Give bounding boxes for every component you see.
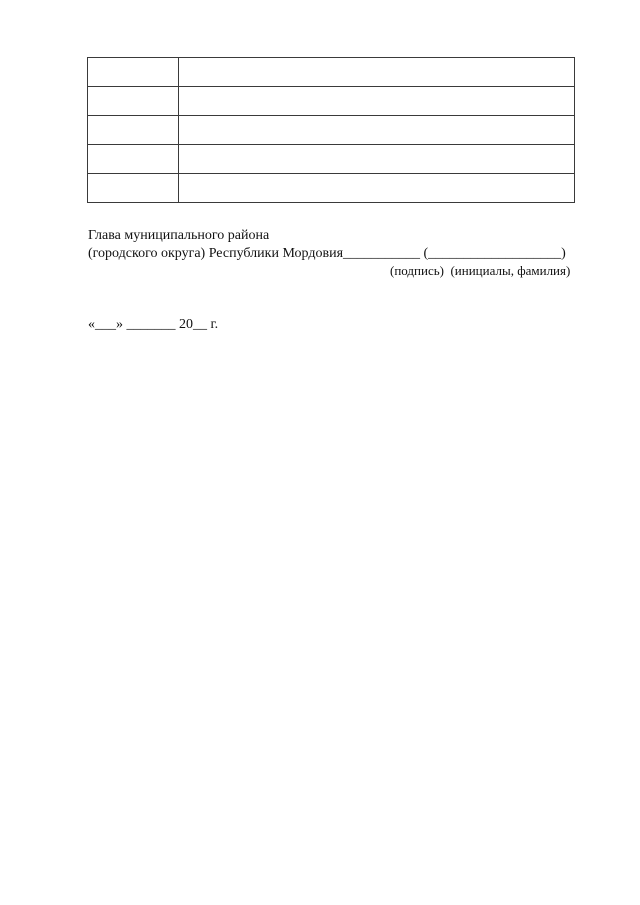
date-line: «___» _______ 20__ г. (88, 317, 219, 332)
table-row (88, 145, 575, 174)
table-cell (179, 174, 575, 203)
table-row (88, 174, 575, 203)
table-row (88, 116, 575, 145)
table-cell (179, 58, 575, 87)
table-cell (88, 58, 179, 87)
table-row (88, 87, 575, 116)
signature-caption-line: (подпись) (инициалы, фамилия) (390, 263, 571, 278)
blank-form-table (87, 57, 575, 203)
table-cell (88, 116, 179, 145)
signature-position-line: (городского округа) Республики Мордовия___________ (___________________) (88, 246, 566, 261)
table-cell (179, 116, 575, 145)
table-cell (179, 87, 575, 116)
table-cell (88, 174, 179, 203)
table-cell (88, 87, 179, 116)
table-cell (88, 145, 179, 174)
table-row (88, 58, 575, 87)
signature-title-line: Глава муниципального района (88, 228, 270, 243)
table-cell (179, 145, 575, 174)
